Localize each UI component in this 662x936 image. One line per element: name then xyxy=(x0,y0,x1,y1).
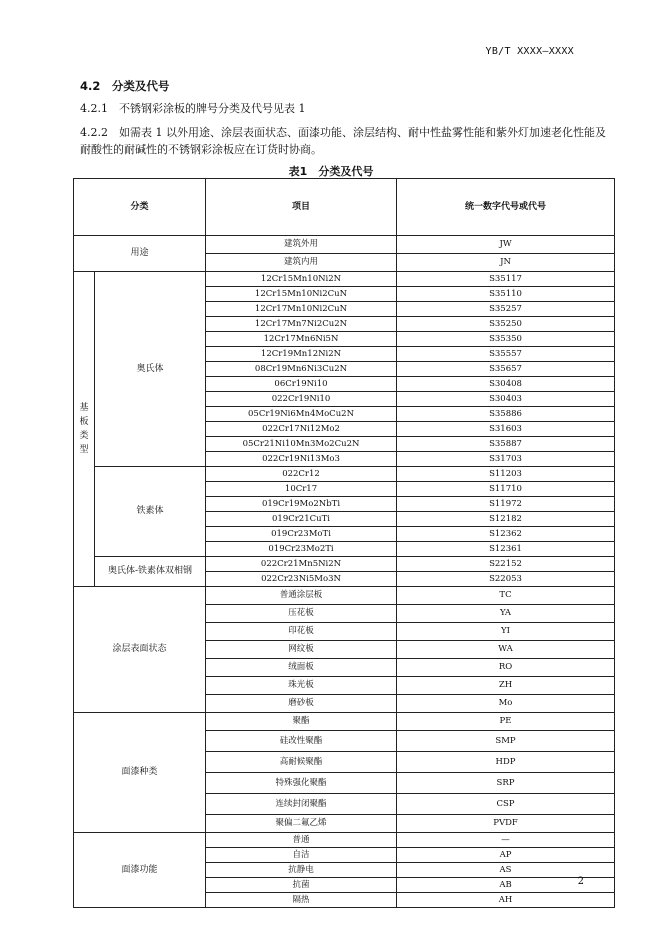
table-caption: 表1 分类及代号 xyxy=(288,165,374,178)
table-row xyxy=(74,467,615,482)
item-cell: 隔热 xyxy=(206,893,397,908)
item-cell: 019Cr23MoTi xyxy=(206,527,397,542)
item-cell: 019Cr21CuTi xyxy=(206,512,397,527)
code-cell: S11972 xyxy=(397,497,615,512)
code-cell: S35110 xyxy=(397,287,615,302)
page-number: 2 xyxy=(577,876,584,887)
code-cell: AP xyxy=(397,848,615,863)
header-item: 项目 xyxy=(206,179,397,236)
item-cell: 12Cr17Mn7Ni2Cu2N xyxy=(206,317,397,332)
header-code: YB/T XXXX—XXXX xyxy=(485,46,574,57)
code-cell: WA xyxy=(397,641,615,659)
item-cell: 022Cr19Ni13Mo3 xyxy=(206,452,397,467)
code-cell: S35257 xyxy=(397,302,615,317)
code-cell: S30403 xyxy=(397,392,615,407)
code-cell: S35886 xyxy=(397,407,615,422)
item-cell: 磨砂板 xyxy=(206,695,397,713)
code-cell: S35350 xyxy=(397,332,615,347)
item-cell: 12Cr17Mn10Ni2CuN xyxy=(206,302,397,317)
code-cell: — xyxy=(397,833,615,848)
group-austenite: 奥氏体 xyxy=(95,272,206,467)
item-cell: 抗静电 xyxy=(206,863,397,878)
code-cell: PVDF xyxy=(397,815,615,833)
code-cell: PE xyxy=(397,713,615,731)
code-cell: AS xyxy=(397,863,615,878)
item-cell: 印花板 xyxy=(206,623,397,641)
item-cell: 05Cr19Ni6Mn4MoCu2N xyxy=(206,407,397,422)
code-cell: JN xyxy=(397,254,615,272)
code-cell: S12362 xyxy=(397,527,615,542)
item-cell: 聚偏二氟乙烯 xyxy=(206,815,397,833)
classification-table xyxy=(73,178,615,908)
header-code: 统一数字代号或代号 xyxy=(397,179,615,236)
code-cell: S35557 xyxy=(397,347,615,362)
item-cell: 网纹板 xyxy=(206,641,397,659)
group-substrate xyxy=(74,272,95,587)
item-cell: 022Cr23Ni5Mo3N xyxy=(206,572,397,587)
item-cell: 05Cr21Ni10Mn3Mo2Cu2N xyxy=(206,437,397,452)
item-cell: 绒面板 xyxy=(206,659,397,677)
code-cell: SMP xyxy=(397,731,615,752)
code-cell: S35657 xyxy=(397,362,615,377)
item-cell: 聚酯 xyxy=(206,713,397,731)
header-category: 分类 xyxy=(74,179,206,236)
code-cell: S22053 xyxy=(397,572,615,587)
code-cell: S30408 xyxy=(397,377,615,392)
item-cell: 10Cr17 xyxy=(206,482,397,497)
paragraph-4-2-1: 4.2.1 不锈钢彩涂板的牌号分类及代号见表 1 xyxy=(80,102,306,115)
code-cell: YI xyxy=(397,623,615,641)
code-cell: S22152 xyxy=(397,557,615,572)
item-cell: 抗菌 xyxy=(206,878,397,893)
code-cell: S11710 xyxy=(397,482,615,497)
table-row xyxy=(74,587,615,605)
code-cell: S31703 xyxy=(397,452,615,467)
item-cell: 12Cr15Mn10Ni2CuN xyxy=(206,287,397,302)
item-cell: 特殊强化聚酯 xyxy=(206,773,397,794)
item-cell: 12Cr17Mn6Ni5N xyxy=(206,332,397,347)
code-cell: S35117 xyxy=(397,272,615,287)
code-cell: AB xyxy=(397,878,615,893)
group-usage: 用途 xyxy=(74,236,206,272)
code-cell: S12361 xyxy=(397,542,615,557)
table-row xyxy=(74,272,615,287)
table-row xyxy=(74,833,615,848)
section-title: 4.2 分类及代号 xyxy=(80,79,170,93)
table-header-row xyxy=(74,179,615,236)
code-cell: YA xyxy=(397,605,615,623)
item-cell: 06Cr19Ni10 xyxy=(206,377,397,392)
code-cell: CSP xyxy=(397,794,615,815)
code-cell: TC xyxy=(397,587,615,605)
code-cell: RO xyxy=(397,659,615,677)
table-row xyxy=(74,713,615,731)
code-cell: SRP xyxy=(397,773,615,794)
item-cell: 12Cr15Mn10Ni2N xyxy=(206,272,397,287)
code-cell: S35887 xyxy=(397,437,615,452)
code-cell: S35250 xyxy=(397,317,615,332)
group-coating-surface: 涂层表面状态 xyxy=(74,587,206,713)
item-cell: 普通 xyxy=(206,833,397,848)
item-cell: 压花板 xyxy=(206,605,397,623)
code-cell: AH xyxy=(397,893,615,908)
item-cell: 08Cr19Mn6Ni3Cu2N xyxy=(206,362,397,377)
item-cell: 连续封闭聚酯 xyxy=(206,794,397,815)
group-topcoat-function: 面漆功能 xyxy=(74,833,206,908)
item-cell: 建筑内用 xyxy=(206,254,397,272)
item-cell: 022Cr17Ni12Mo2 xyxy=(206,422,397,437)
group-ferrite: 铁素体 xyxy=(95,467,206,557)
item-cell: 022Cr21Mn5Ni2N xyxy=(206,557,397,572)
code-cell: JW xyxy=(397,236,615,254)
paragraph-4-2-2: 4.2.2 如需表 1 以外用途、涂层表面状态、面漆功能、涂层结构、耐中性盐雾性能和紫外灯加速老化性能及耐酸性的耐碱性的不锈钢彩涂板应在订货时协商。 xyxy=(80,126,606,156)
item-cell: 022Cr19Ni10 xyxy=(206,392,397,407)
table-row xyxy=(74,236,615,254)
group-topcoat-type: 面漆种类 xyxy=(74,713,206,833)
group-duplex: 奥氏体-铁素体双相钢 xyxy=(95,557,206,587)
item-cell: 硅改性聚酯 xyxy=(206,731,397,752)
code-cell: S12182 xyxy=(397,512,615,527)
group-substrate-label: 基板类型 xyxy=(79,403,89,455)
code-cell: S31603 xyxy=(397,422,615,437)
item-cell: 12Cr19Mn12Ni2N xyxy=(206,347,397,362)
item-cell: 建筑外用 xyxy=(206,236,397,254)
code-cell: HDP xyxy=(397,752,615,773)
item-cell: 019Cr23Mo2Ti xyxy=(206,542,397,557)
item-cell: 珠光板 xyxy=(206,677,397,695)
code-cell: S11203 xyxy=(397,467,615,482)
item-cell: 高耐候聚酯 xyxy=(206,752,397,773)
item-cell: 普通涂层板 xyxy=(206,587,397,605)
code-cell: Mo xyxy=(397,695,615,713)
item-cell: 自洁 xyxy=(206,848,397,863)
item-cell: 019Cr19Mo2NbTi xyxy=(206,497,397,512)
item-cell: 022Cr12 xyxy=(206,467,397,482)
code-cell: ZH xyxy=(397,677,615,695)
table-row xyxy=(74,557,615,572)
